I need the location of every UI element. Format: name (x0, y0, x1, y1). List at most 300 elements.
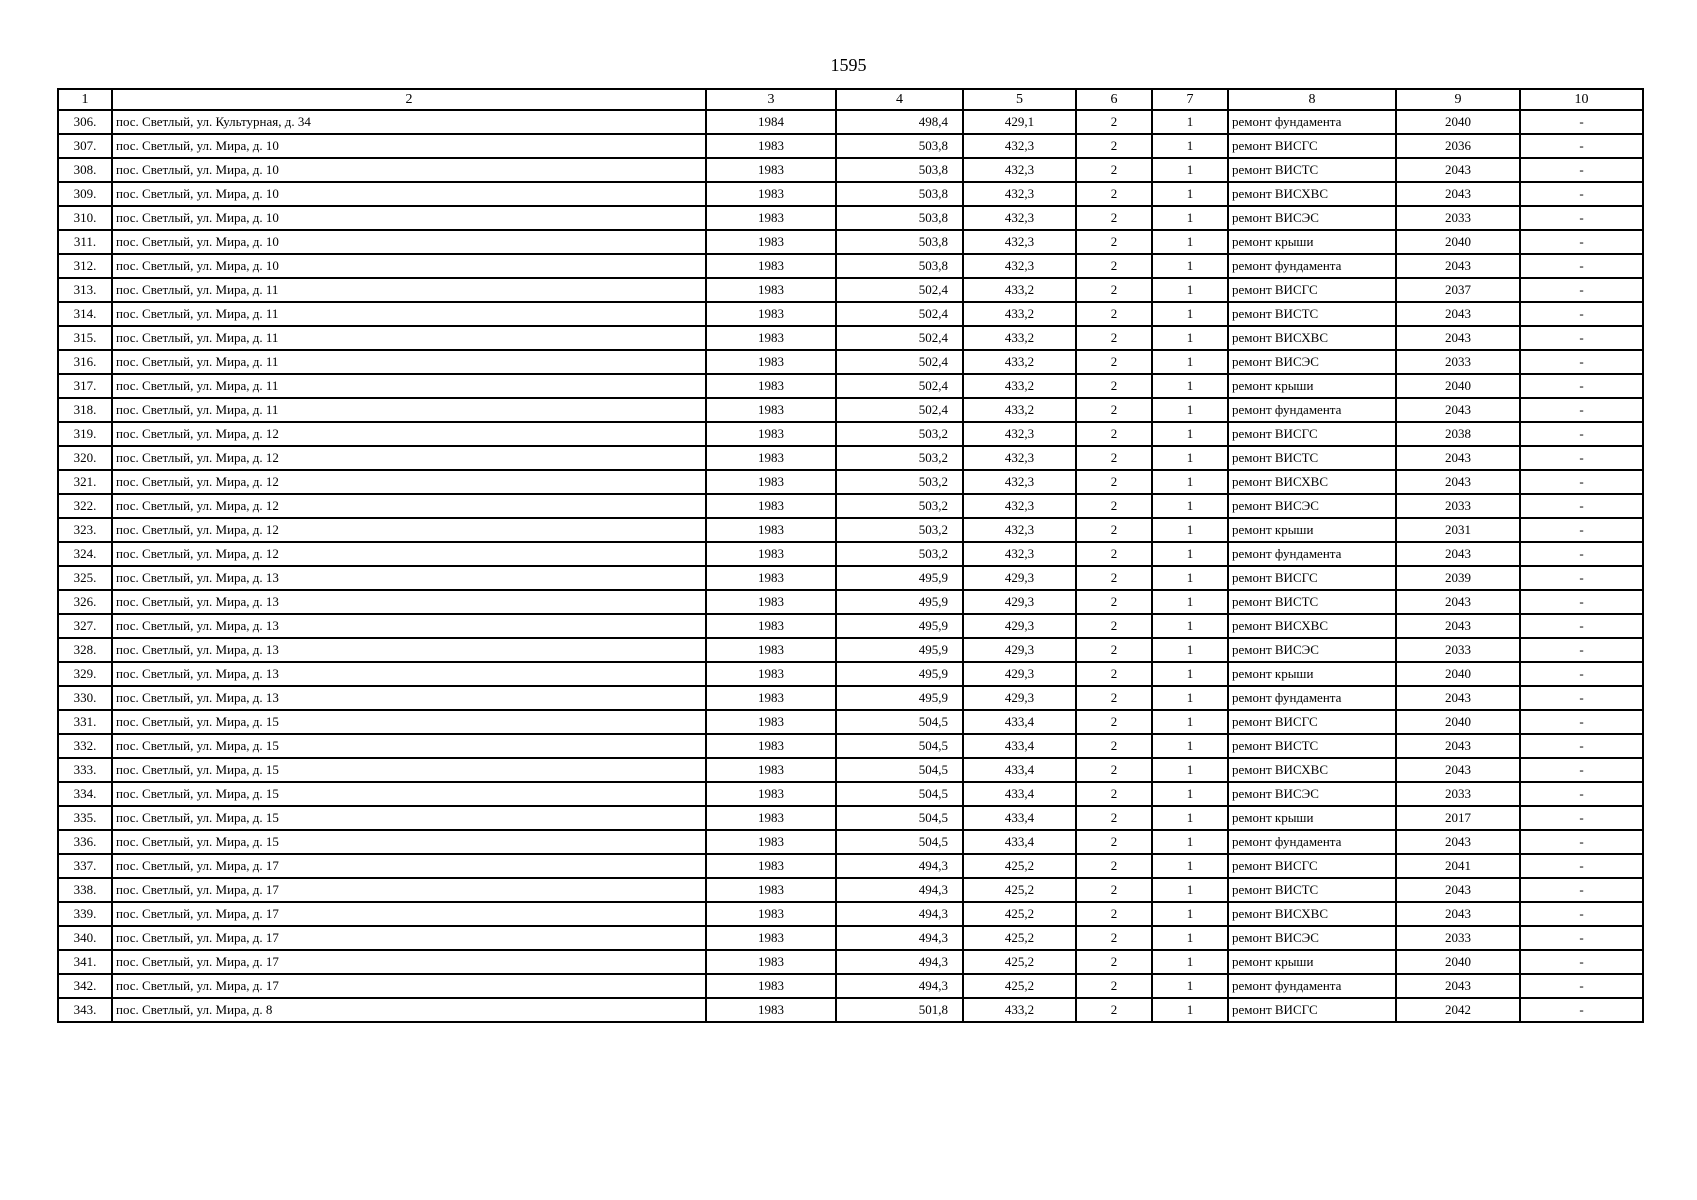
planned-year-cell: 2043 (1396, 590, 1520, 614)
planned-year-cell: 2043 (1396, 446, 1520, 470)
entrances-cell: 1 (1152, 278, 1228, 302)
row-number-cell: 313. (58, 278, 112, 302)
floors-cell: 2 (1076, 494, 1152, 518)
work-type-cell: ремонт ВИСГС (1228, 422, 1396, 446)
year-cell: 1983 (706, 422, 836, 446)
note-cell: - (1520, 374, 1643, 398)
planned-year-cell: 2040 (1396, 710, 1520, 734)
living-area-cell: 432,3 (963, 230, 1076, 254)
row-number-cell: 337. (58, 854, 112, 878)
floors-cell: 2 (1076, 854, 1152, 878)
note-cell: - (1520, 134, 1643, 158)
floors-cell: 2 (1076, 206, 1152, 230)
work-type-cell: ремонт ВИСТС (1228, 446, 1396, 470)
planned-year-cell: 2040 (1396, 230, 1520, 254)
work-type-cell: ремонт ВИСХВС (1228, 182, 1396, 206)
total-area-cell: 494,3 (836, 950, 963, 974)
table-row (58, 998, 1643, 1022)
address-cell: пос. Светлый, ул. Мира, д. 10 (112, 158, 706, 182)
planned-year-cell: 2037 (1396, 278, 1520, 302)
table-row (58, 158, 1643, 182)
note-cell: - (1520, 110, 1643, 134)
row-number-cell: 328. (58, 638, 112, 662)
address-cell: пос. Светлый, ул. Мира, д. 12 (112, 518, 706, 542)
address-cell: пос. Светлый, ул. Мира, д. 12 (112, 542, 706, 566)
table-row (58, 446, 1643, 470)
address-cell: пос. Светлый, ул. Мира, д. 8 (112, 998, 706, 1022)
entrances-cell: 1 (1152, 830, 1228, 854)
planned-year-cell: 2033 (1396, 350, 1520, 374)
floors-cell: 2 (1076, 926, 1152, 950)
work-type-cell: ремонт ВИСГС (1228, 710, 1396, 734)
entrances-cell: 1 (1152, 854, 1228, 878)
note-cell: - (1520, 254, 1643, 278)
column-header: 7 (1152, 89, 1228, 110)
note-cell: - (1520, 278, 1643, 302)
entrances-cell: 1 (1152, 710, 1228, 734)
table-row (58, 518, 1643, 542)
floors-cell: 2 (1076, 182, 1152, 206)
year-cell: 1983 (706, 494, 836, 518)
note-cell: - (1520, 494, 1643, 518)
housing-repair-table (57, 88, 1644, 1023)
work-type-cell: ремонт фундамента (1228, 686, 1396, 710)
floors-cell: 2 (1076, 326, 1152, 350)
planned-year-cell: 2040 (1396, 950, 1520, 974)
table-row (58, 614, 1643, 638)
table-row (58, 590, 1643, 614)
planned-year-cell: 2042 (1396, 998, 1520, 1022)
total-area-cell: 502,4 (836, 302, 963, 326)
total-area-cell: 504,5 (836, 782, 963, 806)
total-area-cell: 495,9 (836, 614, 963, 638)
total-area-cell: 503,8 (836, 134, 963, 158)
note-cell: - (1520, 230, 1643, 254)
entrances-cell: 1 (1152, 206, 1228, 230)
year-cell: 1983 (706, 782, 836, 806)
entrances-cell: 1 (1152, 782, 1228, 806)
table-row (58, 950, 1643, 974)
note-cell: - (1520, 950, 1643, 974)
note-cell: - (1520, 926, 1643, 950)
row-number-cell: 311. (58, 230, 112, 254)
row-number-cell: 312. (58, 254, 112, 278)
planned-year-cell: 2043 (1396, 902, 1520, 926)
note-cell: - (1520, 638, 1643, 662)
living-area-cell: 432,3 (963, 446, 1076, 470)
table-row (58, 830, 1643, 854)
living-area-cell: 429,1 (963, 110, 1076, 134)
work-type-cell: ремонт ВИСГС (1228, 278, 1396, 302)
total-area-cell: 495,9 (836, 638, 963, 662)
work-type-cell: ремонт ВИСЭС (1228, 206, 1396, 230)
floors-cell: 2 (1076, 302, 1152, 326)
year-cell: 1983 (706, 254, 836, 278)
row-number-cell: 309. (58, 182, 112, 206)
living-area-cell: 429,3 (963, 614, 1076, 638)
note-cell: - (1520, 446, 1643, 470)
year-cell: 1983 (706, 278, 836, 302)
table-row (58, 374, 1643, 398)
floors-cell: 2 (1076, 374, 1152, 398)
floors-cell: 2 (1076, 398, 1152, 422)
note-cell: - (1520, 566, 1643, 590)
total-area-cell: 503,2 (836, 542, 963, 566)
column-header: 10 (1520, 89, 1643, 110)
floors-cell: 2 (1076, 710, 1152, 734)
address-cell: пос. Светлый, ул. Мира, д. 15 (112, 806, 706, 830)
living-area-cell: 433,2 (963, 302, 1076, 326)
planned-year-cell: 2043 (1396, 470, 1520, 494)
table-row (58, 974, 1643, 998)
work-type-cell: ремонт ВИСЭС (1228, 782, 1396, 806)
total-area-cell: 504,5 (836, 806, 963, 830)
living-area-cell: 429,3 (963, 566, 1076, 590)
address-cell: пос. Светлый, ул. Культурная, д. 34 (112, 110, 706, 134)
address-cell: пос. Светлый, ул. Мира, д. 17 (112, 878, 706, 902)
living-area-cell: 425,2 (963, 974, 1076, 998)
note-cell: - (1520, 158, 1643, 182)
planned-year-cell: 2039 (1396, 566, 1520, 590)
entrances-cell: 1 (1152, 470, 1228, 494)
total-area-cell: 503,2 (836, 446, 963, 470)
planned-year-cell: 2043 (1396, 974, 1520, 998)
planned-year-cell: 2043 (1396, 686, 1520, 710)
row-number-cell: 306. (58, 110, 112, 134)
living-area-cell: 433,2 (963, 326, 1076, 350)
year-cell: 1983 (706, 470, 836, 494)
table-row (58, 230, 1643, 254)
floors-cell: 2 (1076, 974, 1152, 998)
planned-year-cell: 2043 (1396, 182, 1520, 206)
row-number-cell: 339. (58, 902, 112, 926)
living-area-cell: 433,2 (963, 998, 1076, 1022)
entrances-cell: 1 (1152, 182, 1228, 206)
planned-year-cell: 2043 (1396, 326, 1520, 350)
table-row (58, 134, 1643, 158)
year-cell: 1983 (706, 134, 836, 158)
year-cell: 1983 (706, 662, 836, 686)
row-number-cell: 341. (58, 950, 112, 974)
year-cell: 1983 (706, 518, 836, 542)
work-type-cell: ремонт фундамента (1228, 974, 1396, 998)
floors-cell: 2 (1076, 590, 1152, 614)
planned-year-cell: 2040 (1396, 662, 1520, 686)
table-row (58, 686, 1643, 710)
column-header: 9 (1396, 89, 1520, 110)
address-cell: пос. Светлый, ул. Мира, д. 13 (112, 566, 706, 590)
row-number-cell: 321. (58, 470, 112, 494)
year-cell: 1983 (706, 902, 836, 926)
floors-cell: 2 (1076, 254, 1152, 278)
note-cell: - (1520, 518, 1643, 542)
note-cell: - (1520, 878, 1643, 902)
entrances-cell: 1 (1152, 806, 1228, 830)
entrances-cell: 1 (1152, 686, 1228, 710)
note-cell: - (1520, 542, 1643, 566)
total-area-cell: 498,4 (836, 110, 963, 134)
entrances-cell: 1 (1152, 398, 1228, 422)
address-cell: пос. Светлый, ул. Мира, д. 15 (112, 734, 706, 758)
year-cell: 1983 (706, 830, 836, 854)
work-type-cell: ремонт ВИСЭС (1228, 638, 1396, 662)
year-cell: 1983 (706, 566, 836, 590)
entrances-cell: 1 (1152, 542, 1228, 566)
floors-cell: 2 (1076, 806, 1152, 830)
total-area-cell: 494,3 (836, 854, 963, 878)
address-cell: пос. Светлый, ул. Мира, д. 10 (112, 230, 706, 254)
total-area-cell: 503,2 (836, 494, 963, 518)
work-type-cell: ремонт ВИСТС (1228, 878, 1396, 902)
row-number-cell: 327. (58, 614, 112, 638)
address-cell: пос. Светлый, ул. Мира, д. 15 (112, 782, 706, 806)
entrances-cell: 1 (1152, 326, 1228, 350)
column-header: 3 (706, 89, 836, 110)
living-area-cell: 432,3 (963, 254, 1076, 278)
column-header: 2 (112, 89, 706, 110)
planned-year-cell: 2040 (1396, 110, 1520, 134)
living-area-cell: 432,3 (963, 422, 1076, 446)
floors-cell: 2 (1076, 446, 1152, 470)
total-area-cell: 502,4 (836, 326, 963, 350)
row-number-cell: 336. (58, 830, 112, 854)
year-cell: 1983 (706, 350, 836, 374)
year-cell: 1983 (706, 974, 836, 998)
floors-cell: 2 (1076, 830, 1152, 854)
living-area-cell: 425,2 (963, 902, 1076, 926)
note-cell: - (1520, 206, 1643, 230)
page-number: 1595 (830, 55, 867, 75)
entrances-cell: 1 (1152, 494, 1228, 518)
table-row (58, 110, 1643, 134)
address-cell: пос. Светлый, ул. Мира, д. 13 (112, 686, 706, 710)
note-cell: - (1520, 902, 1643, 926)
table-row (58, 758, 1643, 782)
floors-cell: 2 (1076, 542, 1152, 566)
living-area-cell: 433,4 (963, 734, 1076, 758)
table-row (58, 782, 1643, 806)
work-type-cell: ремонт ВИСТС (1228, 590, 1396, 614)
work-type-cell: ремонт крыши (1228, 518, 1396, 542)
entrances-cell: 1 (1152, 518, 1228, 542)
address-cell: пос. Светлый, ул. Мира, д. 17 (112, 974, 706, 998)
work-type-cell: ремонт ВИСЭС (1228, 494, 1396, 518)
work-type-cell: ремонт ВИСХВС (1228, 902, 1396, 926)
planned-year-cell: 2040 (1396, 374, 1520, 398)
floors-cell: 2 (1076, 518, 1152, 542)
entrances-cell: 1 (1152, 926, 1228, 950)
living-area-cell: 432,3 (963, 182, 1076, 206)
floors-cell: 2 (1076, 734, 1152, 758)
address-cell: пос. Светлый, ул. Мира, д. 15 (112, 830, 706, 854)
floors-cell: 2 (1076, 998, 1152, 1022)
row-number-cell: 334. (58, 782, 112, 806)
work-type-cell: ремонт ВИСТС (1228, 158, 1396, 182)
table-row (58, 662, 1643, 686)
total-area-cell: 503,2 (836, 518, 963, 542)
row-number-cell: 331. (58, 710, 112, 734)
living-area-cell: 425,2 (963, 950, 1076, 974)
living-area-cell: 425,2 (963, 854, 1076, 878)
floors-cell: 2 (1076, 134, 1152, 158)
row-number-cell: 317. (58, 374, 112, 398)
row-number-cell: 340. (58, 926, 112, 950)
year-cell: 1983 (706, 998, 836, 1022)
year-cell: 1983 (706, 854, 836, 878)
work-type-cell: ремонт ВИСГС (1228, 134, 1396, 158)
address-cell: пос. Светлый, ул. Мира, д. 13 (112, 662, 706, 686)
year-cell: 1983 (706, 686, 836, 710)
planned-year-cell: 2043 (1396, 398, 1520, 422)
note-cell: - (1520, 662, 1643, 686)
floors-cell: 2 (1076, 758, 1152, 782)
year-cell: 1983 (706, 710, 836, 734)
total-area-cell: 504,5 (836, 710, 963, 734)
living-area-cell: 433,4 (963, 806, 1076, 830)
table-row (58, 902, 1643, 926)
floors-cell: 2 (1076, 686, 1152, 710)
note-cell: - (1520, 782, 1643, 806)
note-cell: - (1520, 758, 1643, 782)
floors-cell: 2 (1076, 230, 1152, 254)
table-row (58, 926, 1643, 950)
total-area-cell: 503,2 (836, 470, 963, 494)
note-cell: - (1520, 326, 1643, 350)
living-area-cell: 433,2 (963, 374, 1076, 398)
column-header: 8 (1228, 89, 1396, 110)
entrances-cell: 1 (1152, 902, 1228, 926)
work-type-cell: ремонт ВИСТС (1228, 734, 1396, 758)
entrances-cell: 1 (1152, 566, 1228, 590)
row-number-cell: 322. (58, 494, 112, 518)
address-cell: пос. Светлый, ул. Мира, д. 11 (112, 326, 706, 350)
living-area-cell: 429,3 (963, 662, 1076, 686)
address-cell: пос. Светлый, ул. Мира, д. 11 (112, 278, 706, 302)
column-header: 6 (1076, 89, 1152, 110)
row-number-cell: 315. (58, 326, 112, 350)
address-cell: пос. Светлый, ул. Мира, д. 12 (112, 422, 706, 446)
address-cell: пос. Светлый, ул. Мира, д. 15 (112, 710, 706, 734)
year-cell: 1983 (706, 230, 836, 254)
floors-cell: 2 (1076, 662, 1152, 686)
note-cell: - (1520, 686, 1643, 710)
header-row (58, 89, 1643, 110)
table-row (58, 494, 1643, 518)
note-cell: - (1520, 734, 1643, 758)
planned-year-cell: 2033 (1396, 494, 1520, 518)
work-type-cell: ремонт фундамента (1228, 110, 1396, 134)
work-type-cell: ремонт фундамента (1228, 542, 1396, 566)
address-cell: пос. Светлый, ул. Мира, д. 13 (112, 614, 706, 638)
total-area-cell: 495,9 (836, 590, 963, 614)
entrances-cell: 1 (1152, 614, 1228, 638)
address-cell: пос. Светлый, ул. Мира, д. 10 (112, 206, 706, 230)
address-cell: пос. Светлый, ул. Мира, д. 10 (112, 134, 706, 158)
entrances-cell: 1 (1152, 350, 1228, 374)
floors-cell: 2 (1076, 638, 1152, 662)
total-area-cell: 503,8 (836, 158, 963, 182)
entrances-cell: 1 (1152, 230, 1228, 254)
work-type-cell: ремонт ВИСХВС (1228, 758, 1396, 782)
total-area-cell: 504,5 (836, 830, 963, 854)
floors-cell: 2 (1076, 110, 1152, 134)
entrances-cell: 1 (1152, 110, 1228, 134)
table-row (58, 398, 1643, 422)
note-cell: - (1520, 974, 1643, 998)
address-cell: пос. Светлый, ул. Мира, д. 15 (112, 758, 706, 782)
year-cell: 1983 (706, 158, 836, 182)
year-cell: 1983 (706, 398, 836, 422)
total-area-cell: 494,3 (836, 878, 963, 902)
living-area-cell: 432,3 (963, 494, 1076, 518)
table-row (58, 326, 1643, 350)
column-header: 5 (963, 89, 1076, 110)
living-area-cell: 432,3 (963, 134, 1076, 158)
floors-cell: 2 (1076, 278, 1152, 302)
column-header: 1 (58, 89, 112, 110)
table-row (58, 710, 1643, 734)
year-cell: 1983 (706, 806, 836, 830)
row-number-cell: 338. (58, 878, 112, 902)
floors-cell: 2 (1076, 950, 1152, 974)
planned-year-cell: 2043 (1396, 158, 1520, 182)
total-area-cell: 495,9 (836, 686, 963, 710)
note-cell: - (1520, 614, 1643, 638)
year-cell: 1983 (706, 206, 836, 230)
living-area-cell: 425,2 (963, 878, 1076, 902)
year-cell: 1983 (706, 638, 836, 662)
work-type-cell: ремонт крыши (1228, 806, 1396, 830)
row-number-cell: 314. (58, 302, 112, 326)
living-area-cell: 432,3 (963, 206, 1076, 230)
note-cell: - (1520, 398, 1643, 422)
row-number-cell: 307. (58, 134, 112, 158)
address-cell: пос. Светлый, ул. Мира, д. 11 (112, 350, 706, 374)
total-area-cell: 494,3 (836, 902, 963, 926)
row-number-cell: 310. (58, 206, 112, 230)
year-cell: 1983 (706, 878, 836, 902)
row-number-cell: 332. (58, 734, 112, 758)
year-cell: 1983 (706, 926, 836, 950)
living-area-cell: 432,3 (963, 470, 1076, 494)
living-area-cell: 432,3 (963, 518, 1076, 542)
row-number-cell: 330. (58, 686, 112, 710)
total-area-cell: 503,8 (836, 230, 963, 254)
address-cell: пос. Светлый, ул. Мира, д. 12 (112, 470, 706, 494)
table-row (58, 854, 1643, 878)
living-area-cell: 433,2 (963, 350, 1076, 374)
living-area-cell: 433,2 (963, 278, 1076, 302)
year-cell: 1983 (706, 614, 836, 638)
table-row (58, 278, 1643, 302)
entrances-cell: 1 (1152, 758, 1228, 782)
work-type-cell: ремонт крыши (1228, 950, 1396, 974)
address-cell: пос. Светлый, ул. Мира, д. 17 (112, 950, 706, 974)
work-type-cell: ремонт ВИСГС (1228, 854, 1396, 878)
entrances-cell: 1 (1152, 878, 1228, 902)
table-row (58, 350, 1643, 374)
total-area-cell: 494,3 (836, 926, 963, 950)
table-row (58, 422, 1643, 446)
planned-year-cell: 2017 (1396, 806, 1520, 830)
entrances-cell: 1 (1152, 446, 1228, 470)
table-row (58, 182, 1643, 206)
work-type-cell: ремонт ВИСЭС (1228, 926, 1396, 950)
floors-cell: 2 (1076, 422, 1152, 446)
table-row (58, 734, 1643, 758)
entrances-cell: 1 (1152, 638, 1228, 662)
row-number-cell: 324. (58, 542, 112, 566)
